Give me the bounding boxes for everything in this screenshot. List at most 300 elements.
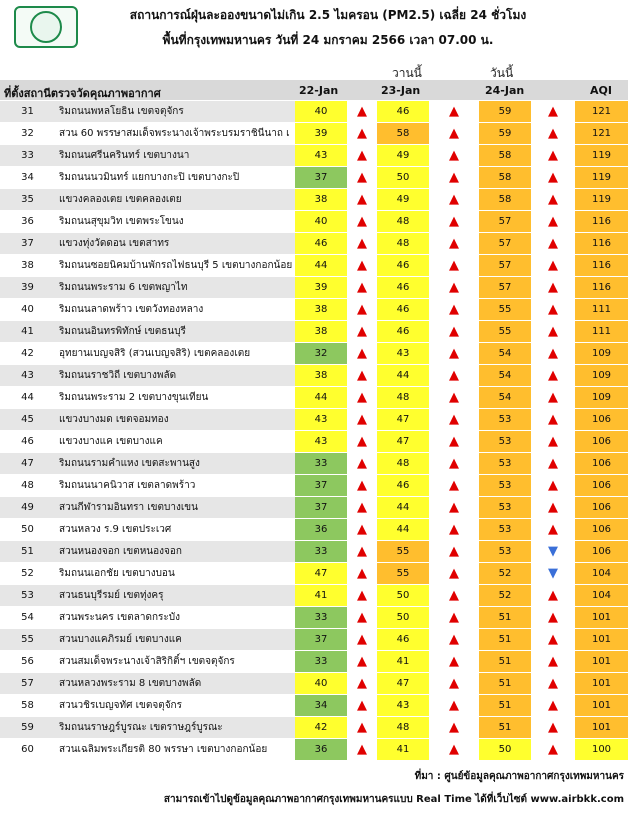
station-number: 40: [0, 299, 55, 320]
station-number: 37: [0, 233, 55, 254]
station-number: 51: [0, 541, 55, 562]
trend-up-icon: ▲: [548, 236, 558, 251]
trend-up-icon: ▲: [357, 566, 367, 581]
pm25-24-jan: 53: [479, 497, 531, 518]
pm25-22-jan: 43: [295, 145, 347, 166]
table-row: [0, 497, 628, 519]
station-name: แขวงบางมด เขตจอมทอง: [55, 409, 295, 430]
yesterday-marker: วานนี้: [392, 66, 422, 80]
trend-up-icon: ▲: [449, 456, 459, 471]
trend-up-icon: ▲: [548, 500, 558, 515]
station-number: 44: [0, 387, 55, 408]
trend-up-icon: ▲: [548, 522, 558, 537]
table-row: [0, 365, 628, 387]
pm25-23-jan: 49: [377, 189, 429, 210]
table-row: [0, 101, 628, 123]
trend-up-icon: ▲: [449, 236, 459, 251]
pm25-22-jan: 34: [295, 695, 347, 716]
pm25-22-jan: 41: [295, 585, 347, 606]
station-name: ริมถนนพระราม 2 เขตบางขุนเทียน: [55, 387, 295, 408]
table-row: [0, 431, 628, 453]
trend-up-icon: ▲: [449, 434, 459, 449]
pm25-22-jan: 38: [295, 189, 347, 210]
station-name: แขวงทุ่งวัดดอน เขตสาทร: [55, 233, 295, 254]
table-row: [0, 585, 628, 607]
trend-up-icon: ▲: [357, 236, 367, 251]
pm25-23-jan: 46: [377, 101, 429, 122]
aqi-value: 106: [575, 475, 628, 496]
station-name: ริมถนนพหลโยธิน เขตจตุจักร: [55, 101, 295, 122]
pm25-23-jan: 44: [377, 519, 429, 540]
table-row: [0, 299, 628, 321]
table-row: [0, 717, 628, 739]
pm25-23-jan: 55: [377, 563, 429, 584]
trend-up-icon: ▲: [357, 698, 367, 713]
aqi-value: 101: [575, 673, 628, 694]
trend-up-icon: ▲: [357, 368, 367, 383]
trend-up-icon: ▲: [449, 104, 459, 119]
trend-up-icon: ▲: [357, 456, 367, 471]
pm25-24-jan: 54: [479, 387, 531, 408]
pm25-23-jan: 46: [377, 255, 429, 276]
station-number: 36: [0, 211, 55, 232]
title-line-1: สถานการณ์ฝุ่นละอองขนาดไม่เกิน 2.5 ไมครอน (PM2.5) เฉลี่ย 24 ชั่วโมง: [129, 8, 527, 22]
trend-up-icon: ▲: [449, 170, 459, 185]
station-number: 42: [0, 343, 55, 364]
aqi-value: 119: [575, 167, 628, 188]
trend-up-icon: ▲: [357, 434, 367, 449]
bma-logo: [14, 6, 78, 48]
pm25-22-jan: 36: [295, 519, 347, 540]
aqi-value: 106: [575, 541, 628, 562]
pm25-22-jan: 40: [295, 101, 347, 122]
aqi-value: 101: [575, 607, 628, 628]
table-row: [0, 343, 628, 365]
station-name: แขวงคลองเตย เขตคลองเตย: [55, 189, 295, 210]
station-number: 35: [0, 189, 55, 210]
pm25-22-jan: 40: [295, 673, 347, 694]
footer-link: สามารถเข้าไปดูข้อมูลคุณภาพอากาศกรุงเทพมหานครแบบ Real Time ได้ที่เว็บไซต์ www.airbkk.com: [163, 794, 624, 805]
aqi-value: 101: [575, 651, 628, 672]
pm25-24-jan: 59: [479, 123, 531, 144]
pm25-22-jan: 36: [295, 739, 347, 760]
table-row: [0, 519, 628, 541]
pm25-22-jan: 37: [295, 167, 347, 188]
station-name: สวนหลวง ร.9 เขตประเวศ: [55, 519, 295, 540]
pm25-24-jan: 53: [479, 475, 531, 496]
trend-up-icon: ▲: [548, 192, 558, 207]
trend-up-icon: ▲: [357, 742, 367, 757]
station-number: 53: [0, 585, 55, 606]
header-24-jan: 24-Jan: [485, 84, 525, 97]
pm25-22-jan: 33: [295, 541, 347, 562]
aqi-value: 119: [575, 145, 628, 166]
aqi-value: 106: [575, 409, 628, 430]
station-name: ริมถนนซอยนิคมบ้านพักรถไฟธนบุรี 5 เขตบางกอกน้อย: [55, 255, 295, 276]
aqi-value: 116: [575, 277, 628, 298]
pm25-22-jan: 38: [295, 299, 347, 320]
pm25-23-jan: 50: [377, 167, 429, 188]
today-marker: วันนี้: [490, 66, 514, 80]
footer-source: ที่มา : ศูนย์ข้อมูลคุณภาพอากาศกรุงเทพมหานคร: [414, 771, 624, 782]
station-name: สวนพระนคร เขตลาดกระบัง: [55, 607, 295, 628]
station-number: 31: [0, 101, 55, 122]
pm25-23-jan: 46: [377, 299, 429, 320]
trend-up-icon: ▲: [357, 588, 367, 603]
trend-up-icon: ▲: [548, 104, 558, 119]
pm25-23-jan: 55: [377, 541, 429, 562]
trend-up-icon: ▲: [449, 478, 459, 493]
pm25-23-jan: 48: [377, 717, 429, 738]
pm25-23-jan: 46: [377, 277, 429, 298]
aqi-value: 121: [575, 123, 628, 144]
station-name: สวนกีฬารามอินทรา เขตบางเขน: [55, 497, 295, 518]
pm25-23-jan: 46: [377, 629, 429, 650]
trend-up-icon: ▲: [357, 544, 367, 559]
trend-up-icon: ▲: [449, 544, 459, 559]
pm25-24-jan: 51: [479, 607, 531, 628]
trend-up-icon: ▲: [548, 170, 558, 185]
pm25-23-jan: 50: [377, 585, 429, 606]
aqi-value: 111: [575, 299, 628, 320]
trend-up-icon: ▲: [357, 720, 367, 735]
station-number: 45: [0, 409, 55, 430]
pm25-22-jan: 32: [295, 343, 347, 364]
pm25-22-jan: 39: [295, 277, 347, 298]
trend-up-icon: ▲: [548, 390, 558, 405]
trend-up-icon: ▲: [548, 412, 558, 427]
trend-up-icon: ▲: [449, 742, 459, 757]
pm25-24-jan: 55: [479, 321, 531, 342]
station-number: 33: [0, 145, 55, 166]
aqi-value: 109: [575, 365, 628, 386]
aqi-value: 116: [575, 211, 628, 232]
table-row: [0, 739, 628, 761]
table-header: [0, 80, 628, 100]
trend-up-icon: ▲: [449, 214, 459, 229]
pm25-22-jan: 43: [295, 431, 347, 452]
station-name: สวนสมเด็จพระนางเจ้าสิริกิติ์ฯ เขตจตุจักร: [55, 651, 295, 672]
trend-up-icon: ▲: [449, 192, 459, 207]
trend-up-icon: ▲: [548, 632, 558, 647]
pm25-22-jan: 44: [295, 387, 347, 408]
trend-up-icon: ▲: [548, 610, 558, 625]
pm25-24-jan: 53: [479, 519, 531, 540]
table-row: [0, 673, 628, 695]
station-name: สวนวชิรเบญจทัศ เขตจตุจักร: [55, 695, 295, 716]
trend-up-icon: ▲: [449, 500, 459, 515]
pm25-22-jan: 33: [295, 651, 347, 672]
aqi-value: 106: [575, 453, 628, 474]
trend-up-icon: ▲: [449, 324, 459, 339]
aqi-value: 100: [575, 739, 628, 760]
pm25-24-jan: 53: [479, 409, 531, 430]
station-name: อุทยานเบญจสิริ (สวนเบญจสิริ) เขตคลองเตย: [55, 343, 295, 364]
trend-up-icon: ▲: [357, 412, 367, 427]
table-row: [0, 453, 628, 475]
station-name: ริมถนนสุขุมวิท เขตพระโขนง: [55, 211, 295, 232]
trend-up-icon: ▲: [357, 324, 367, 339]
trend-up-icon: ▲: [548, 720, 558, 735]
trend-up-icon: ▲: [357, 632, 367, 647]
trend-up-icon: ▲: [548, 434, 558, 449]
aqi-value: 116: [575, 255, 628, 276]
pm25-22-jan: 38: [295, 321, 347, 342]
pm25-22-jan: 43: [295, 409, 347, 430]
station-number: 56: [0, 651, 55, 672]
table-row: [0, 211, 628, 233]
aqi-value: 104: [575, 563, 628, 584]
station-number: 52: [0, 563, 55, 584]
trend-up-icon: ▲: [357, 610, 367, 625]
pm25-24-jan: 57: [479, 277, 531, 298]
trend-up-icon: ▲: [548, 214, 558, 229]
trend-up-icon: ▲: [357, 192, 367, 207]
pm25-22-jan: 44: [295, 255, 347, 276]
table-row: [0, 189, 628, 211]
pm25-24-jan: 51: [479, 673, 531, 694]
table-row: [0, 233, 628, 255]
trend-up-icon: ▲: [449, 566, 459, 581]
pm25-24-jan: 55: [479, 299, 531, 320]
aqi-value: 106: [575, 497, 628, 518]
station-name: ริมถนนรามคำแหง เขตสะพานสูง: [55, 453, 295, 474]
trend-up-icon: ▲: [548, 346, 558, 361]
aqi-value: 109: [575, 387, 628, 408]
trend-up-icon: ▲: [548, 676, 558, 691]
station-name: แขวงบางแค เขตบางแค: [55, 431, 295, 452]
trend-up-icon: ▲: [357, 654, 367, 669]
trend-up-icon: ▲: [357, 126, 367, 141]
aqi-value: 101: [575, 717, 628, 738]
pm25-23-jan: 47: [377, 409, 429, 430]
trend-up-icon: ▲: [449, 676, 459, 691]
trend-up-icon: ▲: [357, 280, 367, 295]
trend-up-icon: ▲: [357, 676, 367, 691]
trend-up-icon: ▲: [357, 500, 367, 515]
pm25-24-jan: 53: [479, 453, 531, 474]
station-number: 47: [0, 453, 55, 474]
trend-up-icon: ▲: [548, 478, 558, 493]
station-name: ริมถนนอินทรพิทักษ์ เขตธนบุรี: [55, 321, 295, 342]
station-name: สวนบางแคภิรมย์ เขตบางแค: [55, 629, 295, 650]
trend-up-icon: ▲: [548, 368, 558, 383]
header-23-jan: 23-Jan: [381, 84, 421, 97]
trend-up-icon: ▲: [449, 720, 459, 735]
pm25-24-jan: 50: [479, 739, 531, 760]
pm25-23-jan: 48: [377, 453, 429, 474]
trend-up-icon: ▲: [357, 390, 367, 405]
station-name: สวนหนองจอก เขตหนองจอก: [55, 541, 295, 562]
pm25-23-jan: 43: [377, 695, 429, 716]
trend-up-icon: ▲: [449, 412, 459, 427]
station-name: สวนเฉลิมพระเกียรติ 80 พรรษา เขตบางกอกน้อย: [55, 739, 295, 760]
trend-up-icon: ▲: [449, 632, 459, 647]
trend-up-icon: ▲: [449, 258, 459, 273]
trend-up-icon: ▲: [449, 522, 459, 537]
table-row: [0, 563, 628, 585]
table-row: [0, 651, 628, 673]
station-number: 43: [0, 365, 55, 386]
pm25-23-jan: 50: [377, 607, 429, 628]
trend-up-icon: ▲: [357, 214, 367, 229]
pm25-22-jan: 37: [295, 497, 347, 518]
aqi-value: 119: [575, 189, 628, 210]
pm25-22-jan: 37: [295, 629, 347, 650]
table-row: [0, 475, 628, 497]
pm25-24-jan: 51: [479, 651, 531, 672]
pm25-24-jan: 51: [479, 695, 531, 716]
pm25-22-jan: 33: [295, 607, 347, 628]
pm25-24-jan: 57: [479, 211, 531, 232]
station-number: 49: [0, 497, 55, 518]
pm25-23-jan: 48: [377, 233, 429, 254]
station-name: ริมถนนลาดพร้าว เขตวังทองหลาง: [55, 299, 295, 320]
trend-up-icon: ▲: [357, 302, 367, 317]
trend-up-icon: ▲: [548, 148, 558, 163]
trend-up-icon: ▲: [449, 346, 459, 361]
station-number: 54: [0, 607, 55, 628]
trend-up-icon: ▲: [449, 654, 459, 669]
trend-up-icon: ▲: [548, 302, 558, 317]
table-row: [0, 167, 628, 189]
trend-up-icon: ▲: [449, 302, 459, 317]
trend-up-icon: ▲: [548, 698, 558, 713]
title-line-2: พื้นที่กรุงเทพมหานคร วันที่ 24 มกราคม 2566 เวลา 07.00 น.: [162, 33, 494, 47]
station-number: 59: [0, 717, 55, 738]
pm25-23-jan: 41: [377, 651, 429, 672]
pm25-23-jan: 49: [377, 145, 429, 166]
trend-up-icon: ▲: [548, 654, 558, 669]
pm25-22-jan: 47: [295, 563, 347, 584]
table-row: [0, 255, 628, 277]
station-name: สวน 60 พรรษาสมเด็จพระนางเจ้าพระบรมราชินีนาถ เ: [55, 123, 295, 144]
trend-up-icon: ▲: [449, 148, 459, 163]
pm25-23-jan: 48: [377, 387, 429, 408]
pm25-24-jan: 58: [479, 189, 531, 210]
pm25-24-jan: 51: [479, 629, 531, 650]
pm25-23-jan: 58: [377, 123, 429, 144]
station-number: 58: [0, 695, 55, 716]
pm25-24-jan: 58: [479, 145, 531, 166]
station-name: ริมถนนนาคนิวาส เขตลาดพร้าว: [55, 475, 295, 496]
pm25-23-jan: 46: [377, 321, 429, 342]
trend-up-icon: ▲: [357, 170, 367, 185]
station-number: 38: [0, 255, 55, 276]
table-row: [0, 387, 628, 409]
pm25-24-jan: 53: [479, 541, 531, 562]
trend-down-icon: ▼: [548, 566, 558, 581]
station-name: สวนหลวงพระราม 8 เขตบางพลัด: [55, 673, 295, 694]
pm25-22-jan: 39: [295, 123, 347, 144]
pm25-23-jan: 48: [377, 211, 429, 232]
table-row: [0, 145, 628, 167]
trend-up-icon: ▲: [357, 478, 367, 493]
station-number: 55: [0, 629, 55, 650]
station-number: 50: [0, 519, 55, 540]
aqi-value: 109: [575, 343, 628, 364]
trend-up-icon: ▲: [548, 456, 558, 471]
pm25-22-jan: 40: [295, 211, 347, 232]
station-number: 60: [0, 739, 55, 760]
pm25-23-jan: 47: [377, 673, 429, 694]
station-number: 46: [0, 431, 55, 452]
header-22-jan: 22-Jan: [299, 84, 339, 97]
pm25-24-jan: 53: [479, 431, 531, 452]
station-number: 48: [0, 475, 55, 496]
station-number: 39: [0, 277, 55, 298]
pm25-23-jan: 43: [377, 343, 429, 364]
trend-up-icon: ▲: [548, 258, 558, 273]
station-number: 41: [0, 321, 55, 342]
pm25-24-jan: 57: [479, 255, 531, 276]
trend-up-icon: ▲: [449, 126, 459, 141]
pm25-24-jan: 52: [479, 585, 531, 606]
header-station: ที่ตั้งสถานีตรวจวัดคุณภาพอากาศ: [4, 87, 161, 100]
trend-down-icon: ▼: [548, 544, 558, 559]
table-row: [0, 541, 628, 563]
trend-up-icon: ▲: [357, 104, 367, 119]
station-name: ริมถนนราชวิถี เขตบางพลัด: [55, 365, 295, 386]
trend-up-icon: ▲: [449, 390, 459, 405]
pm25-23-jan: 44: [377, 365, 429, 386]
pm25-24-jan: 57: [479, 233, 531, 254]
pm25-24-jan: 51: [479, 717, 531, 738]
table-row: [0, 629, 628, 651]
pm25-22-jan: 37: [295, 475, 347, 496]
trend-up-icon: ▲: [548, 742, 558, 757]
pm25-23-jan: 41: [377, 739, 429, 760]
trend-up-icon: ▲: [548, 126, 558, 141]
trend-up-icon: ▲: [449, 610, 459, 625]
pm25-23-jan: 46: [377, 475, 429, 496]
station-name: ริมถนนราษฎร์บูรณะ เขตราษฎร์บูรณะ: [55, 717, 295, 738]
trend-up-icon: ▲: [357, 258, 367, 273]
table-row: [0, 607, 628, 629]
table-row: [0, 277, 628, 299]
trend-up-icon: ▲: [548, 324, 558, 339]
trend-up-icon: ▲: [449, 280, 459, 295]
trend-up-icon: ▲: [357, 522, 367, 537]
aqi-value: 104: [575, 585, 628, 606]
station-name: ริมถนนนวมินทร์ แยกบางกะปิ เขตบางกะปิ: [55, 167, 295, 188]
aqi-value: 101: [575, 695, 628, 716]
station-number: 57: [0, 673, 55, 694]
pm25-24-jan: 58: [479, 167, 531, 188]
aqi-value: 116: [575, 233, 628, 254]
trend-up-icon: ▲: [449, 588, 459, 603]
pm25-22-jan: 33: [295, 453, 347, 474]
header-aqi: AQI: [590, 84, 612, 97]
station-name: ริมถนนพระราม 6 เขตพญาไท: [55, 277, 295, 298]
trend-up-icon: ▲: [548, 280, 558, 295]
aqi-value: 106: [575, 431, 628, 452]
pm25-22-jan: 46: [295, 233, 347, 254]
trend-up-icon: ▲: [548, 588, 558, 603]
table-row: [0, 123, 628, 145]
pm25-23-jan: 47: [377, 431, 429, 452]
table-row: [0, 695, 628, 717]
station-number: 34: [0, 167, 55, 188]
pm25-24-jan: 54: [479, 343, 531, 364]
pm25-23-jan: 44: [377, 497, 429, 518]
aqi-value: 121: [575, 101, 628, 122]
trend-up-icon: ▲: [357, 346, 367, 361]
trend-up-icon: ▲: [449, 368, 459, 383]
table-row: [0, 409, 628, 431]
aqi-value: 101: [575, 629, 628, 650]
aqi-value: 111: [575, 321, 628, 342]
